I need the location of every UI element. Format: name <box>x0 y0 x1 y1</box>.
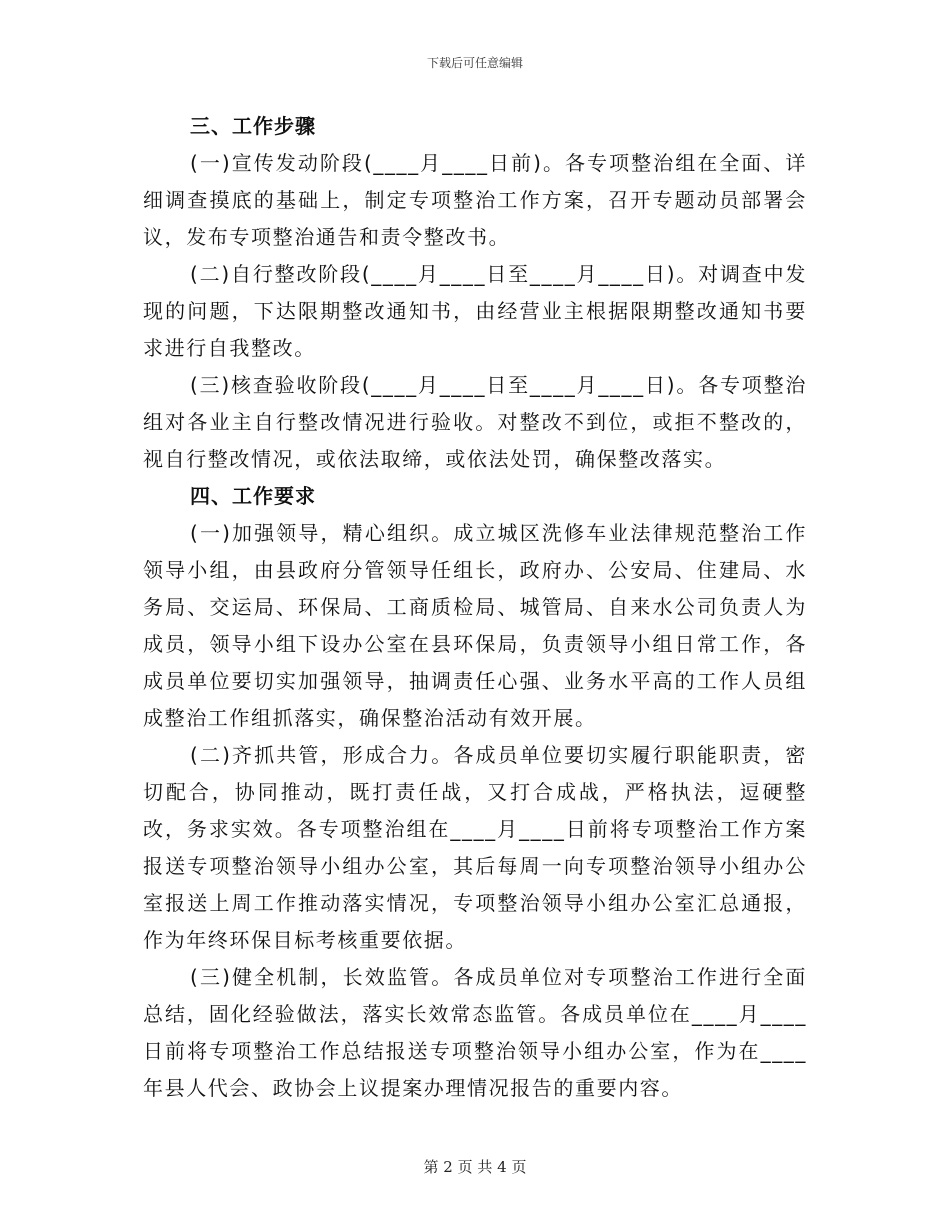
paragraph: (一)宣传发动阶段(____月____日前)。各专项整治组在全面、详细调查摸底的基础上，制定专项整治工作方案，召开专题动员部署会议，发布专项整治通告和责令整改书。 <box>143 151 807 249</box>
document-body <box>143 108 807 1107</box>
page-number: 第 2 页 共 4 页 <box>423 1158 527 1176</box>
section-heading: 三、工作步骤 <box>190 114 316 138</box>
section-heading: 四、工作要求 <box>190 484 316 508</box>
section-work-steps <box>143 108 807 478</box>
paragraph: (三)核查验收阶段(____月____日至____月____日)。各专项整治组对各业主自行整改情况进行验收。对整改不到位，或拒不整改的，视自行整改情况，或依法取缔，或依法处罚，确保整改落实。 <box>143 373 807 471</box>
paragraph: (二)自行整改阶段(____月____日至____月____日)。对调查中发现的问题，下达限期整改通知书，由经营业主根据限期整改通知书要求进行自我整改。 <box>143 262 807 360</box>
paragraph: (三)健全机制，长效监管。各成员单位对专项整治工作进行全面总结，固化经验做法，落实长效常态监管。各成员单位在____月____日前将专项整治工作总结报送专项整治领导小组办公室，作为在____年县人代会、政协会上议提案办理情况报告的重要内容。 <box>143 965 807 1100</box>
page-header: 下载后可任意编辑 <box>426 56 523 70</box>
paragraph: (一)加强领导，精心组织。成立城区洗修车业法律规范整治工作领导小组，由县政府分管领导任组长，政府办、公安局、住建局、水务局、交运局、环保局、工商质检局、城管局、自来水公司负责人为成员，领导小组下设办公室在县环保局，负责领导小组日常工作，各成员单位要切实加强领导，抽调责任心强、业务水平高的工作人员组成整治工作组抓落实，确保整治活动有效开展。 <box>143 521 807 730</box>
paragraph: (二)齐抓共管，形成合力。各成员单位要切实履行职能职责，密切配合，协同推动，既打责任战，又打合成战，严格执法，逗硬整改，务求实效。各专项整治组在____月____日前将专项整治工作方案报送专项整治领导小组办公室，其后每周一向专项整治领导小组办公室报送上周工作推动落实情况，专项整治领导小组办公室汇总通报，作为年终环保目标考核重要依据。 <box>143 743 807 952</box>
section-work-requirements <box>143 478 807 1107</box>
